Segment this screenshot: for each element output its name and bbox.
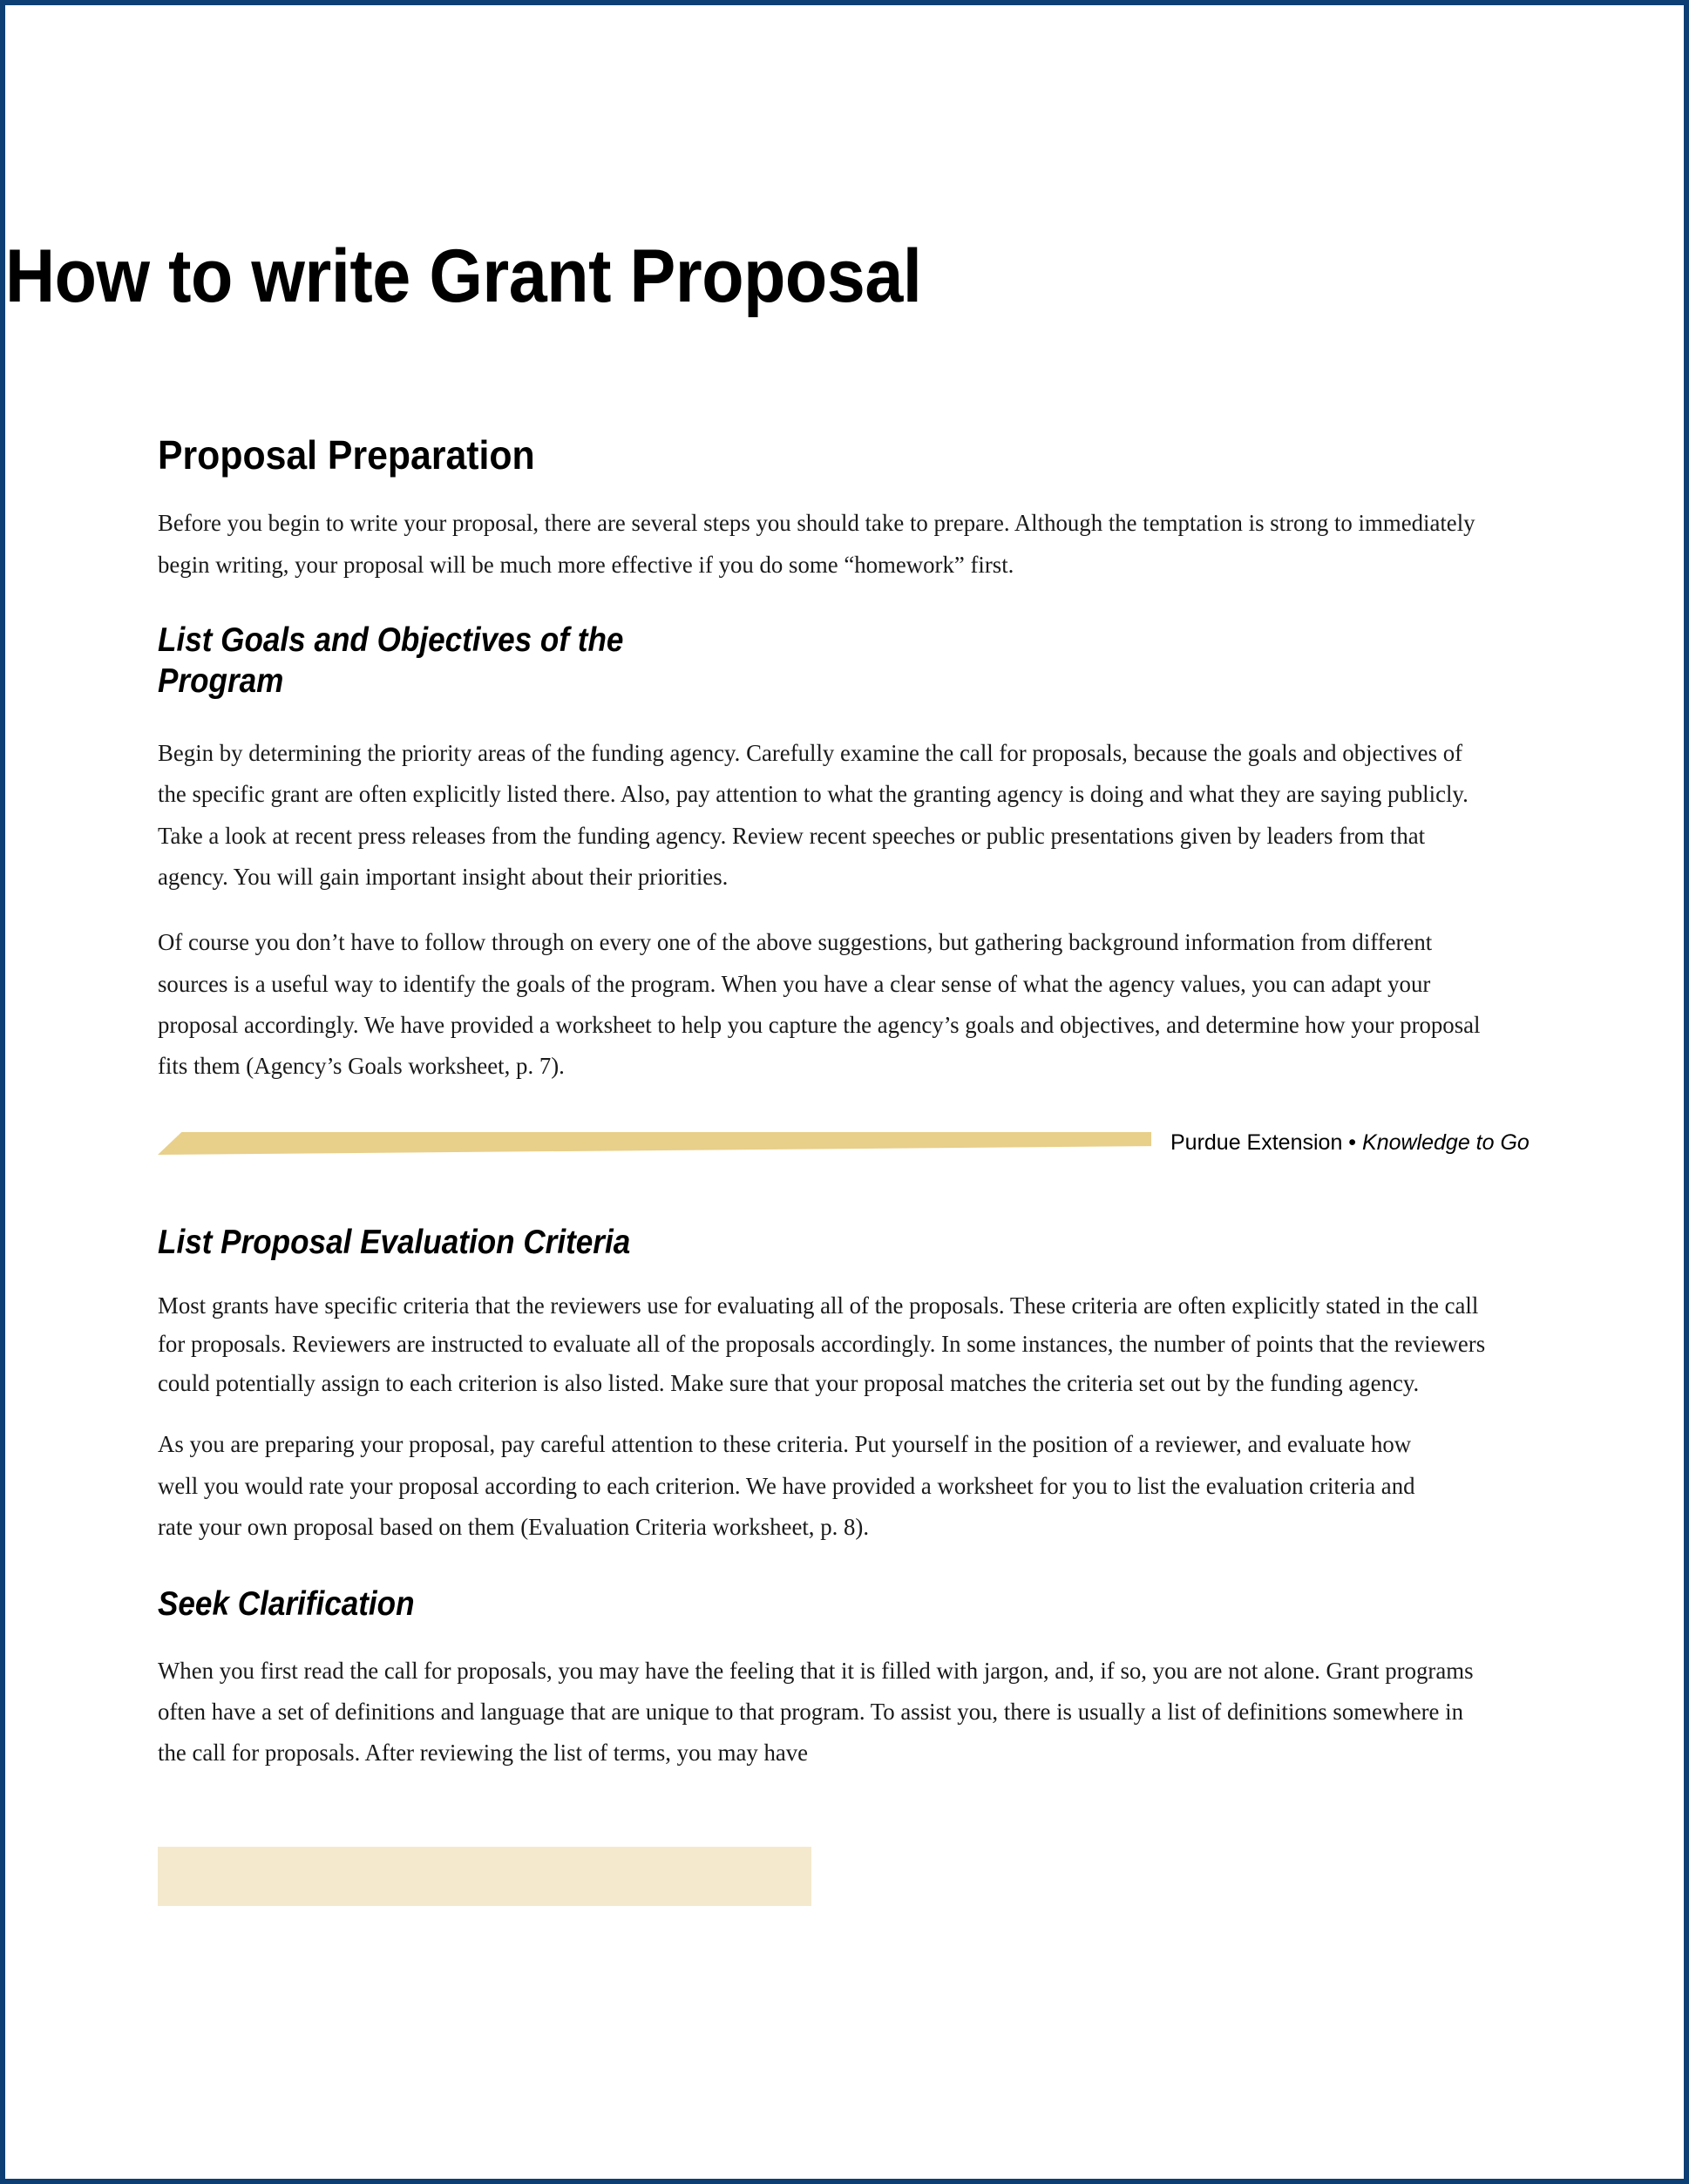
- section-evaluation-criteria: [158, 1222, 1552, 1774]
- footer-brand-tagline: Knowledge to Go: [1362, 1130, 1530, 1155]
- subsection-heading-list-goals-objectives: List Goals and Objectives of the Program: [158, 621, 624, 701]
- section-heading-proposal-preparation: Proposal Preparation: [158, 432, 535, 478]
- section-proposal-preparation: [158, 434, 1552, 1086]
- paragraph-evaluation-criteria-1: Most grants have specific criteria that the reviewers use for evaluating all of the proposals. These criteria are often explicitly stated in the call for proposals. Reviewers are instructed to evaluate all of the proposals accordingly. In some instances, the number of points that the reviewers could potentially assign to each criterion is also listed. Make sure that your proposal matches the criteria set out by the funding agency.: [158, 1291, 1486, 1396]
- paragraph-list-goals-1: Begin by determining the priority areas of the funding agency. Carefully examine the call for proposals, because the goals and objectives of the specific grant are often explicitly listed there. Also, pay attention to what the granting agency is doing and what they are saying publicly. Take a look at recent press releases from the funding agency. Review recent speeches or public presentations given by leaders from that agency. You will gain important insight about their priorities.: [158, 739, 1469, 890]
- footer-brand-text: [1151, 1132, 1530, 1155]
- footer-brand-separator: •: [1342, 1130, 1363, 1155]
- beige-callout-block: [158, 1847, 811, 1906]
- subsection-heading-evaluation-criteria: List Proposal Evaluation Criteria: [158, 1224, 631, 1261]
- subsection-heading-seek-clarification: Seek Clarification: [158, 1585, 415, 1624]
- footer-brand-name: Purdue Extension: [1170, 1130, 1343, 1155]
- paragraph-evaluation-criteria-2: As you are preparing your proposal, pay careful attention to these criteria. Put yourself in the position of a reviewer, and evaluate how well you would rate your proposal according to each criterion. We have provided a worksheet for you to list the evaluation criteria and rate your own proposal based on them (Evaluation Criteria worksheet, p. 8).: [158, 1430, 1415, 1540]
- gold-accent-bar: [158, 1132, 1151, 1155]
- paragraph-seek-clarification-1: When you first read the call for proposals, you may have the feeling that it is filled with jargon, and, if so, you are not alone. Grant programs often have a set of definitions and language that are unique to that program. To assist you, there is usually a list of definitions somewhere in the call for proposals. After reviewing the list of terms, you may have: [158, 1656, 1474, 1767]
- page-title: How to write Grant Proposal: [5, 234, 922, 318]
- footer-brand-rule: [158, 1132, 1552, 1155]
- paragraph-list-goals-2: Of course you don’t have to follow through on every one of the above suggestions, but gathering background information from different sources is a useful way to identify the goals of the program. When you have a clear sense of what the agency values, you can adapt your proposal accordingly. We have provided a worksheet to help you capture the agency’s goals and objectives, and determine how your proposal fits them (Agency’s Goals worksheet, p. 7).: [158, 928, 1481, 1080]
- paragraph-proposal-preparation-intro: Before you begin to write your proposal, there are several steps you should take to prepare. Although the temptation is strong to immediately begin writing, your proposal will be much more effective if you do some “homework” first.: [158, 509, 1475, 578]
